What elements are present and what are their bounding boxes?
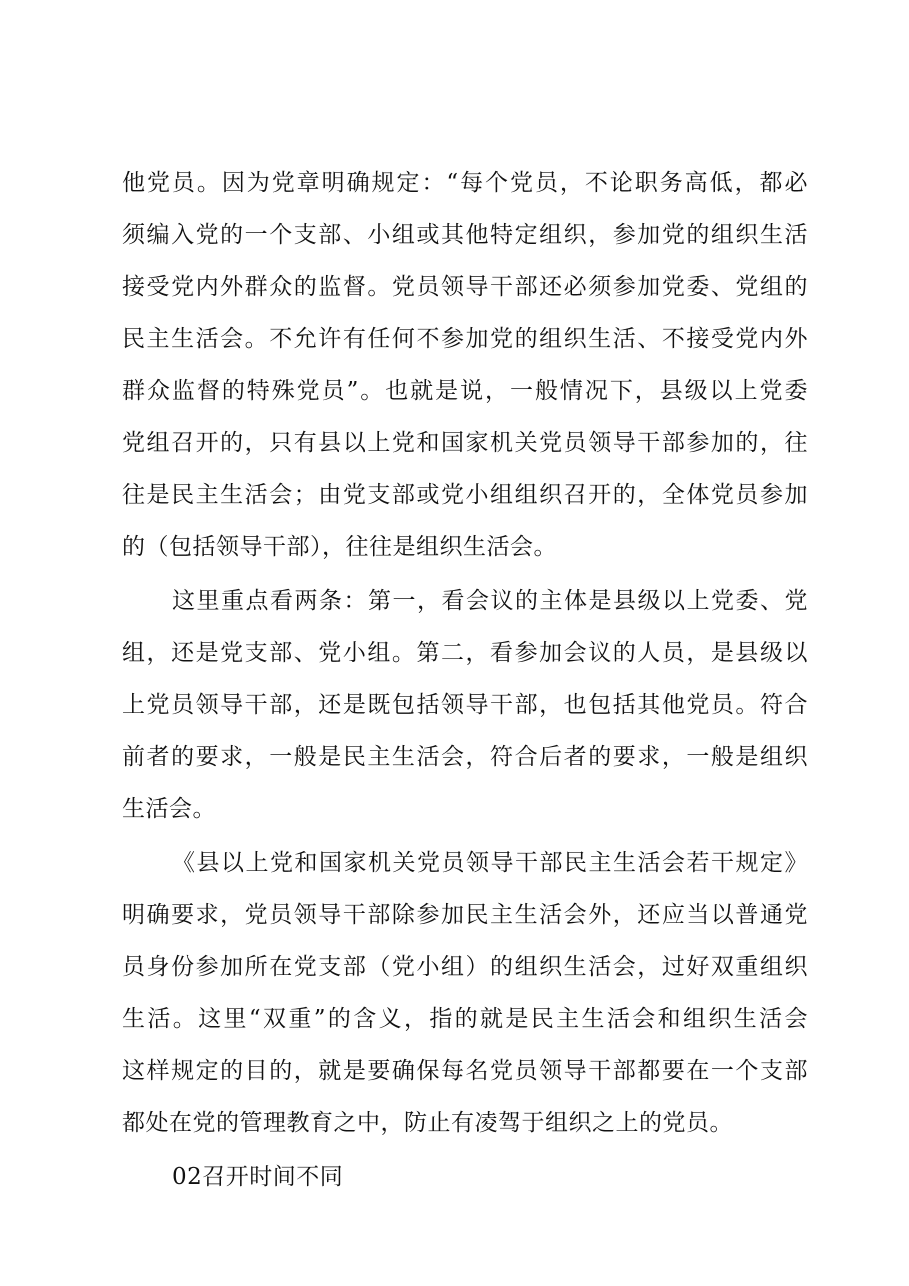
paragraph-3-line-1: 《县以上党和国家机关党员领导干部民主生活会若干规定》 [172,850,808,876]
paragraph-1-line-3: 接受党内外群众的监督。党员领导干部还必须参加党委、党组的 [122,274,808,300]
paragraph-3-line-2: 明确要求，党员领导干部除参加民主生活会外，还应当以普通党 [122,902,808,928]
paragraph-1-line-6: 党组召开的，只有县以上党和国家机关党员领导干部参加的，往 [122,430,808,456]
paragraph-1-line-5: 群众监督的特殊党员”。也就是说，一般情况下，县级以上党委 [122,378,808,404]
paragraph-1-line-7: 往是民主生活会；由党支部或党小组组织召开的，全体党员参加 [122,482,808,508]
paragraph-2-line-4: 前者的要求，一般是民主生活会，符合后者的要求，一般是组织 [122,744,808,770]
paragraph-1-line-8: 的（包括领导干部），往往是组织生活会。 [122,534,557,560]
paragraph-2-line-2: 组，还是党支部、党小组。第二，看参加会议的人员，是县级以 [122,640,808,666]
paragraph-1-line-4: 民主生活会。不允许有任何不参加党的组织生活、不接受党内外 [122,326,808,352]
paragraph-3-line-4: 生活。这里“双重”的含义，指的就是民主生活会和组织生活会 [122,1006,808,1032]
paragraph-2-line-5: 生活会。 [122,796,216,822]
paragraph-2-line-3: 上党员领导干部，还是既包括领导干部，也包括其他党员。符合 [122,692,808,718]
paragraph-3-line-6: 都处在党的管理教育之中，防止有凌驾于组织之上的党员。 [122,1110,733,1136]
paragraph-1-line-1: 他党员。因为党章明确规定：“每个党员，不论职务高低，都必 [122,170,808,196]
paragraph-2-line-1: 这里重点看两条：第一，看会议的主体是县级以上党委、党 [172,588,808,614]
paragraph-3-line-3: 员身份参加所在党支部（党小组）的组织生活会，过好双重组织 [122,954,808,980]
paragraph-3-line-5: 这样规定的目的，就是要确保每名党员领导干部都要在一个支部 [122,1058,808,1084]
paragraph-1-line-2: 须编入党的一个支部、小组或其他特定组织，参加党的组织生活 [122,222,808,248]
section-heading: 02召开时间不同 [172,1164,344,1190]
